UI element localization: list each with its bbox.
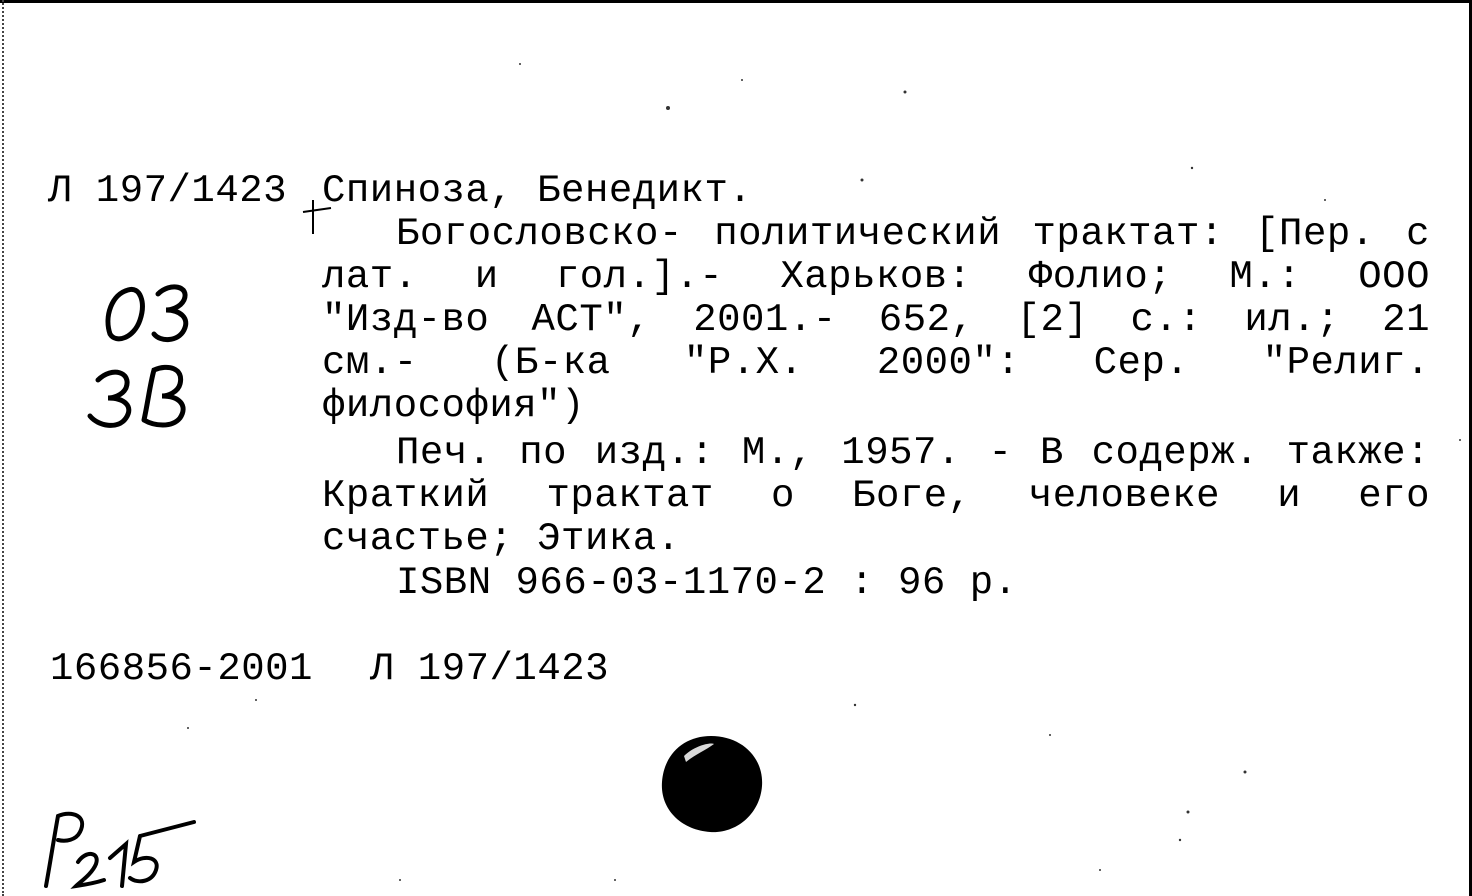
handwritten-code-03 bbox=[98, 276, 208, 346]
description-line-3: "Изд-во АСТ", 2001.- 652, [2] с.: ил.; 21 bbox=[322, 298, 1430, 342]
shelfmark: Л 197/1423 bbox=[48, 169, 288, 213]
punch-hole bbox=[656, 732, 766, 836]
author-heading: Спиноза, Бенедикт. bbox=[322, 169, 753, 213]
description-line-4: см.- (Б-ка "Р.Х. 2000": Сер. "Религ. bbox=[322, 341, 1430, 385]
handwritten-mark-p215 bbox=[36, 808, 206, 892]
note-line-3: счастье; Этика. bbox=[322, 517, 681, 561]
handwritten-code-3v bbox=[84, 362, 204, 434]
bottom-shelfmark: Л 197/1423 bbox=[370, 647, 610, 691]
description-line-1: Богословско- политический трактат: [Пер. с bbox=[396, 212, 1430, 256]
note-line-1: Печ. по изд.: М., 1957. - В содерж. также: bbox=[396, 431, 1430, 475]
dagger-mark bbox=[300, 196, 334, 236]
description-line-2: лат. и гол.].- Харьков: Фолио; М.: ООО bbox=[322, 255, 1430, 299]
inventory-number: 166856-2001 bbox=[50, 647, 313, 691]
description-line-5: философия") bbox=[322, 384, 585, 428]
isbn-line: ISBN 966-03-1170-2 : 96 р. bbox=[396, 561, 1018, 605]
note-line-2: Краткий трактат о Боге, человеке и его bbox=[322, 474, 1430, 518]
